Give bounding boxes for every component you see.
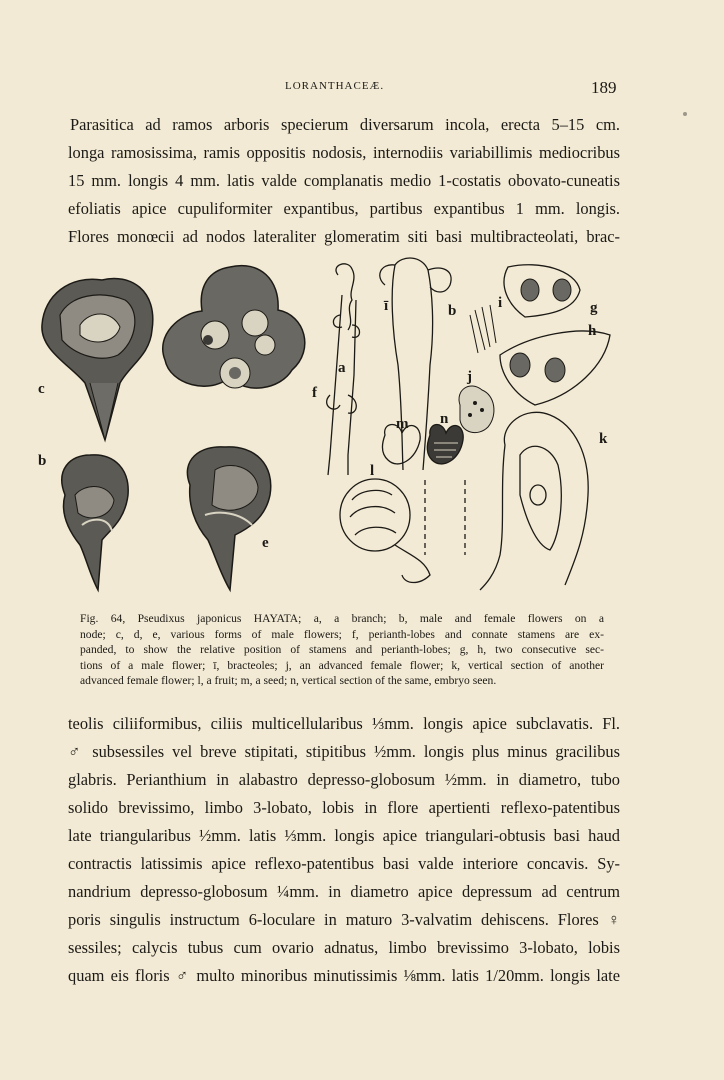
label-c: c xyxy=(38,381,45,397)
text-line: glabris. Perianthium in alabastro depresso-globosum ½mm. in diametro, tubo xyxy=(68,770,620,789)
label-i-small: ī xyxy=(384,298,389,314)
paragraph-2 xyxy=(68,710,620,990)
label-f: f xyxy=(312,385,317,401)
label-n: n xyxy=(440,411,449,427)
text-line: poris singulis instructum 6-loculare in maturo 3-valvatim dehiscens. Flores ♀ xyxy=(68,910,620,929)
section-g-drawing xyxy=(504,265,580,317)
label-b: b xyxy=(38,453,47,469)
text-line: sessiles; calycis tubus cum ovario adnatus, limbo brevissimo 3-lobato, lobis xyxy=(68,938,620,957)
caption-line: advanced female flower; l, a fruit; m, a seed; n, vertical section of the same, embryo seen. xyxy=(80,674,497,688)
label-l: l xyxy=(370,463,375,479)
paragraph-1 xyxy=(68,111,620,251)
label-g: g xyxy=(590,300,598,316)
figure-drawing xyxy=(30,255,630,607)
text-line: Parasitica ad ramos arboris specierum diversarum incola, erecta 5–15 cm. xyxy=(70,115,620,134)
flower-f-drawing xyxy=(163,266,305,389)
text-line: efoliatis apice cupuliformiter expantibus, partibus expantibus 1 mm. longis. xyxy=(68,199,620,218)
text-line: nandrium depresso-globosum ¼mm. in diametro apice depressum ad centrum xyxy=(68,882,620,901)
text-line: Flores monœcii ad nodos lateraliter glomeratim siti basi multibracteolati, brac- xyxy=(68,227,620,246)
text-line: late triangularibus ½mm. latis ⅓mm. longis apice triangulari-obtusis basi haud xyxy=(68,826,620,845)
label-b-node: b xyxy=(448,303,457,319)
flower-e-drawing xyxy=(187,447,270,590)
caption-line: Fig. 64, Pseudixus japonicus HAYATA; a, a branch; b, male and female flowers on a xyxy=(80,612,604,625)
paper-speck xyxy=(683,112,687,116)
label-k: k xyxy=(599,431,608,447)
flower-b-drawing xyxy=(62,455,128,590)
label-j: j xyxy=(467,369,472,385)
text-line: longa ramosissima, ramis oppositis nodosis, internodiis variabillimis mediocribus xyxy=(68,143,620,162)
text-line: contractis latissimis apice reflexo-patentibus basi valde interiore concavis. Sy- xyxy=(68,854,620,873)
flower-c-drawing xyxy=(42,278,153,440)
text-line: 15 mm. longis 4 mm. latis valde complanatis medio 1-costatis obovato-cuneatis xyxy=(68,171,620,190)
running-head: LORANTHACEÆ. xyxy=(285,80,385,92)
label-i: i xyxy=(498,295,503,311)
caption-line: node; c, d, e, various forms of male flowers; f, perianth-lobes and connate stamens are ex- xyxy=(80,627,604,641)
figure-caption xyxy=(80,611,604,689)
text-line: teolis ciliiformibus, ciliis multicellularibus ⅓mm. longis apice subclavatis. Fl. xyxy=(68,714,620,733)
label-e: e xyxy=(262,535,269,551)
section-h-drawing xyxy=(500,331,610,405)
label-m: m xyxy=(396,416,409,432)
text-line: quam eis floris ♂ multo minoribus minutissimis ⅛mm. latis 1/20mm. longis late xyxy=(68,966,620,985)
label-h: h xyxy=(588,323,597,339)
label-a: a xyxy=(338,360,346,376)
fruit-l-drawing xyxy=(340,479,465,583)
caption-line: tions of a male flower; ī, bracteoles; j, an advanced female flower; k, vertical section of another xyxy=(80,658,604,672)
text-line: solido brevissimo, limbo 3-lobato, lobis in flore apertienti reflexo-patentibus xyxy=(68,798,620,817)
section-k-drawing xyxy=(480,412,588,590)
page-number: 189 xyxy=(591,78,617,97)
bracteoles-i-drawing xyxy=(470,305,496,353)
caption-line: panded, to show the relative position of stamens and perianth-lobes; g, h, two consecutive sec- xyxy=(80,643,604,657)
text-line: ♂ subsessiles vel breve stipitati, stipitibus ½mm. longis plus minus gracilibus xyxy=(68,742,620,761)
botanical-figure xyxy=(30,255,630,607)
female-flower-j-drawing xyxy=(459,386,494,433)
seed-n-drawing xyxy=(427,425,463,464)
